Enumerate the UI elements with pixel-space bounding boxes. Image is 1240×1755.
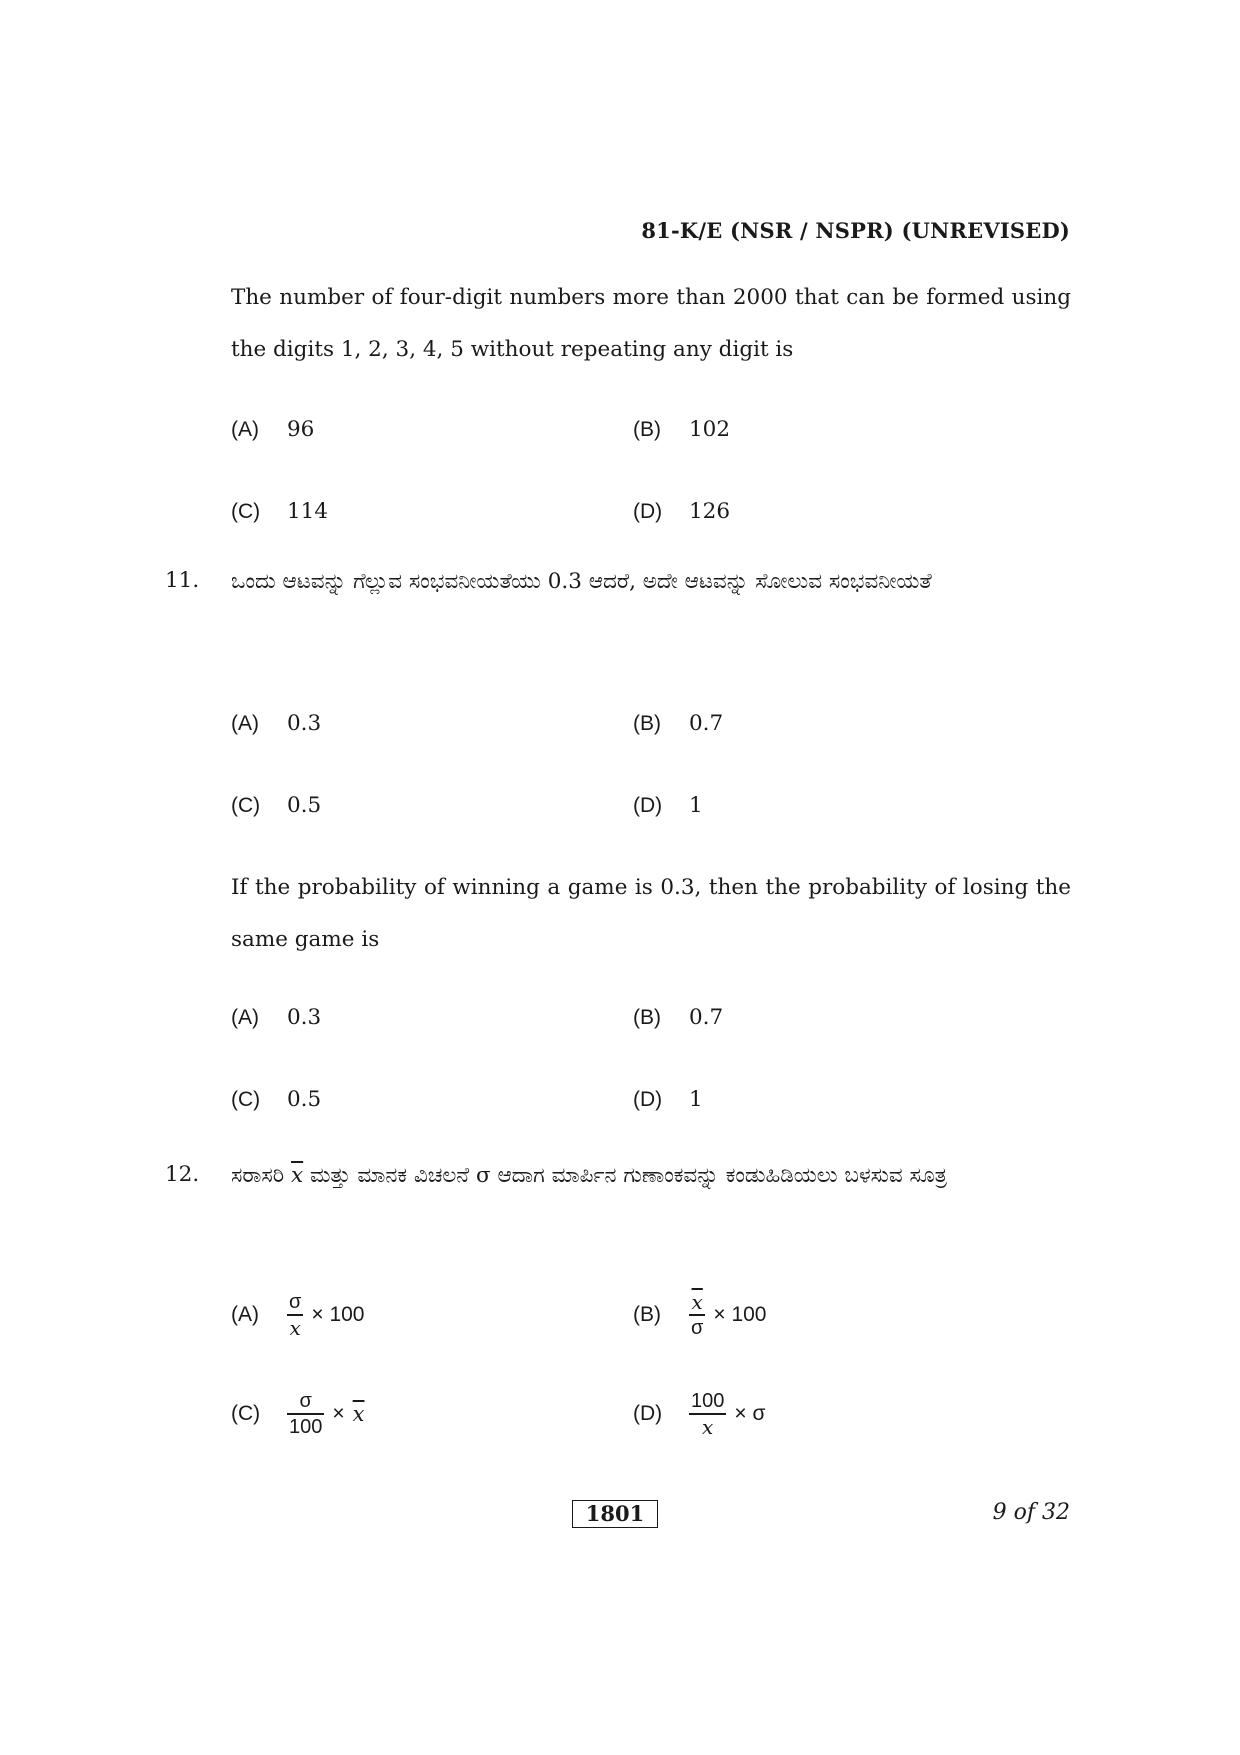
paper-code: 81-K/E (NSR / NSPR) (UNREVISED) bbox=[641, 218, 1070, 243]
q12-kannada-text: ಸರಾಸರಿ $\overline{x}$ ಮತ್ತು ಮಾನಕ ವಿಚಲನೆ σ ಆದಾಗ ಮಾರ್ಪಿನ ಗುಣಾಂಕವನ್ನು ಕಂಡುಹಿಡಿಯಲು ಬಳಸುವ ಸೂತ್ರ bbox=[231, 1163, 947, 1188]
q11-en-option-c: (C) 0.5 bbox=[231, 1087, 322, 1112]
q12-number: 12. bbox=[165, 1162, 200, 1187]
fraction: $\frac{\sigma}{x}$ bbox=[289, 1291, 302, 1340]
page-number: 9 of 32 bbox=[992, 1500, 1070, 1525]
q12-option-b: (B) $\frac{\overline{x}}{\sigma}$ × 100 bbox=[633, 1290, 767, 1339]
q10-english-text: The number of four-digit numbers more than 2000 that can be formed using the digits 1, 2, 3, 4, 5 without repeating any digit is bbox=[231, 285, 1071, 362]
q12-option-a: (A) $\frac{\sigma}{x}$ × 100 bbox=[231, 1291, 365, 1340]
q11-number: 11. bbox=[165, 568, 200, 593]
q11-kn-option-d: (D) 1 bbox=[633, 793, 703, 818]
fraction: $\frac{100}{x}$ bbox=[691, 1390, 725, 1439]
q11-kn-option-a: (A) 0.3 bbox=[231, 711, 322, 736]
q11-en-option-d: (D) 1 bbox=[633, 1087, 703, 1112]
q11-en-option-b: (B) 0.7 bbox=[633, 1005, 724, 1030]
x-bar-symbol: $\overline{x}$ bbox=[291, 1163, 304, 1188]
q11-kn-option-c: (C) 0.5 bbox=[231, 793, 322, 818]
q10-option-b: (B) 102 bbox=[633, 417, 731, 442]
fraction: $\frac{\sigma}{100}$ bbox=[289, 1390, 323, 1438]
fraction: $\frac{\overline{x}}{\sigma}$ bbox=[691, 1290, 704, 1339]
booklet-code-box: 1801 bbox=[572, 1500, 658, 1528]
q12-option-c: (C) $\frac{\sigma}{100}$ × $\overline{x}$ bbox=[231, 1390, 365, 1438]
q11-kn-option-b: (B) 0.7 bbox=[633, 711, 724, 736]
q10-option-c: (C) 114 bbox=[231, 499, 329, 524]
q11-english-text: If the probability of winning a game is 0.3, then the probability of losing the same game is bbox=[231, 875, 1071, 952]
q10-option-a: (A) 96 bbox=[231, 417, 315, 442]
q12-option-d: (D) $\frac{100}{x}$ × σ bbox=[633, 1390, 766, 1439]
q11-kannada-text: ಒಂದು ಆಟವನ್ನು ಗೆಲ್ಲುವ ಸಂಭವನೀಯತೆಯು 0.3 ಆದರೆ, ಅದೇ ಆಟವನ್ನು ಸೋಲುವ ಸಂಭವನೀಯತೆ bbox=[231, 569, 932, 594]
q10-option-d: (D) 126 bbox=[633, 499, 731, 524]
q11-en-option-a: (A) 0.3 bbox=[231, 1005, 322, 1030]
